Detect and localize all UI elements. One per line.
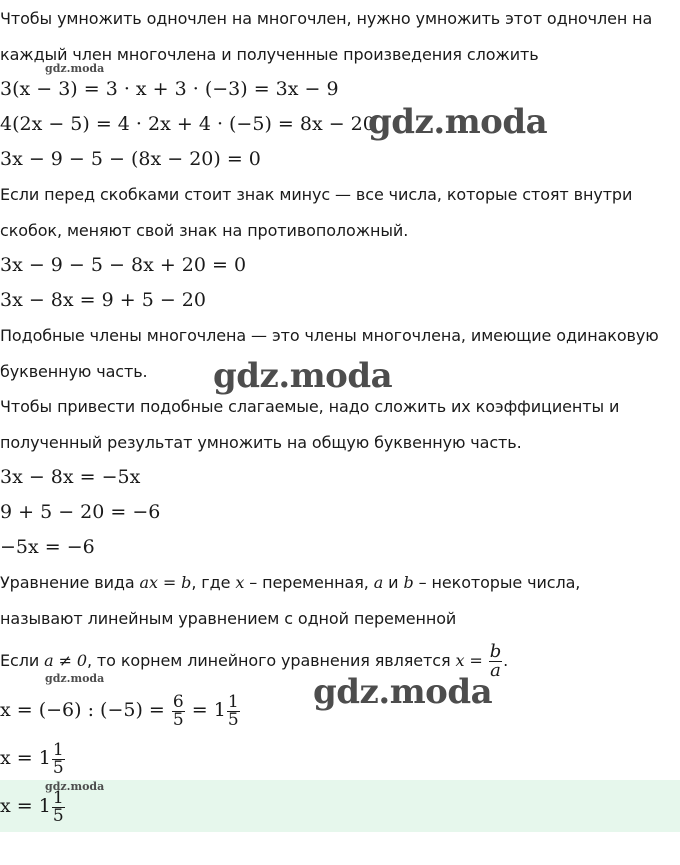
eq10-frac-num: 1 [52,739,64,760]
watermark-logo: gdz.moda [313,672,493,712]
equation-8: −5x = −6 [0,536,95,558]
rule-minus-line1: Если перед скобками стоит знак минус — все числа, которые стоят внутри [0,185,633,204]
def-text-b: , где [191,573,231,592]
eq9-eq: = 1 [191,699,226,721]
equation-9 [0,688,241,732]
def-var-b: b [403,573,414,592]
equation-2: 4(2x − 5) = 4 · 2x + 4 · (−5) = 8x − 20 [0,113,375,135]
rule-combine-line2: полученный результат умножить на общую буквенную часть. [0,433,522,452]
linear-eq-definition-line1 [0,573,580,593]
rule-similar-line1: Подобные члены многочлена — это члены многочлена, имеющие одинаковую [0,326,659,345]
root-text-a: Если [0,651,40,670]
equation-6: 3x − 8x = −5x [0,466,141,488]
equation-5: 3x − 8x = 9 + 5 − 20 [0,289,206,311]
eq10-lhs: x = 1 [0,747,51,769]
equation-10 [0,736,66,780]
def-text-a: Уравнение вида [0,573,135,592]
final-frac-num: 1 [52,787,64,808]
root-x-eq: x = [455,651,483,670]
eq9-frac1-den: 5 [172,709,184,730]
watermark-small: gdz.moda [45,780,105,793]
final-frac-den: 5 [52,805,64,826]
linear-eq-definition-line2: называют линейным уравнением с одной переменной [0,609,457,628]
eq9-lhs: x = (−6) : (−5) = [0,699,165,721]
eq10-fraction [52,739,65,778]
root-fraction-num: b [489,641,502,662]
rule-multiply-line1: Чтобы умножить одночлен на многочлен, нужно умножить этот одночлен на [0,9,653,28]
eq9-fraction-2 [227,691,240,730]
equation-3: 3x − 9 − 5 − (8x − 20) = 0 [0,148,261,170]
eq9-frac2-num: 1 [227,691,239,712]
equation-1: 3(x − 3) = 3 · x + 3 · (−3) = 3x − 9 [0,78,339,100]
eq9-fraction-1 [172,691,185,730]
def-var-x: x [235,573,245,592]
final-lhs: x = 1 [0,795,51,817]
watermark-logo: gdz.moda [368,102,548,142]
rule-multiply-line2: каждый член многочлена и полученные произведения сложить [0,45,539,64]
watermark-small: gdz.moda [45,672,105,685]
equation-7: 9 + 5 − 20 = −6 [0,501,161,523]
eq9-frac1-num: 6 [172,691,184,712]
root-fraction-den: a [490,660,501,681]
def-text-e: – некоторые числа, [418,573,581,592]
root-period: . [503,651,509,670]
def-text-c: – переменная, [249,573,369,592]
rule-minus-line2: скобок, меняют свой знак на противоположный. [0,221,409,240]
rule-similar-line2: буквенную часть. [0,362,148,381]
eq9-frac2-den: 5 [227,709,239,730]
watermark-small: gdz.moda [45,62,105,75]
rule-combine-line1: Чтобы привести подобные слагаемые, надо сложить их коэффициенты и [0,397,620,416]
root-a-ne-0: a ≠ 0 [44,651,87,670]
def-var-a: a [373,573,384,592]
equation-4: 3x − 9 − 5 − 8x + 20 = 0 [0,254,247,276]
eq10-frac-den: 5 [52,757,64,778]
final-fraction [52,787,65,826]
root-text-b: , то корнем линейного уравнения является [86,651,451,670]
def-ax-b: ax = b [139,573,192,592]
watermark-logo: gdz.moda [213,356,393,396]
def-text-d: и [388,573,399,592]
